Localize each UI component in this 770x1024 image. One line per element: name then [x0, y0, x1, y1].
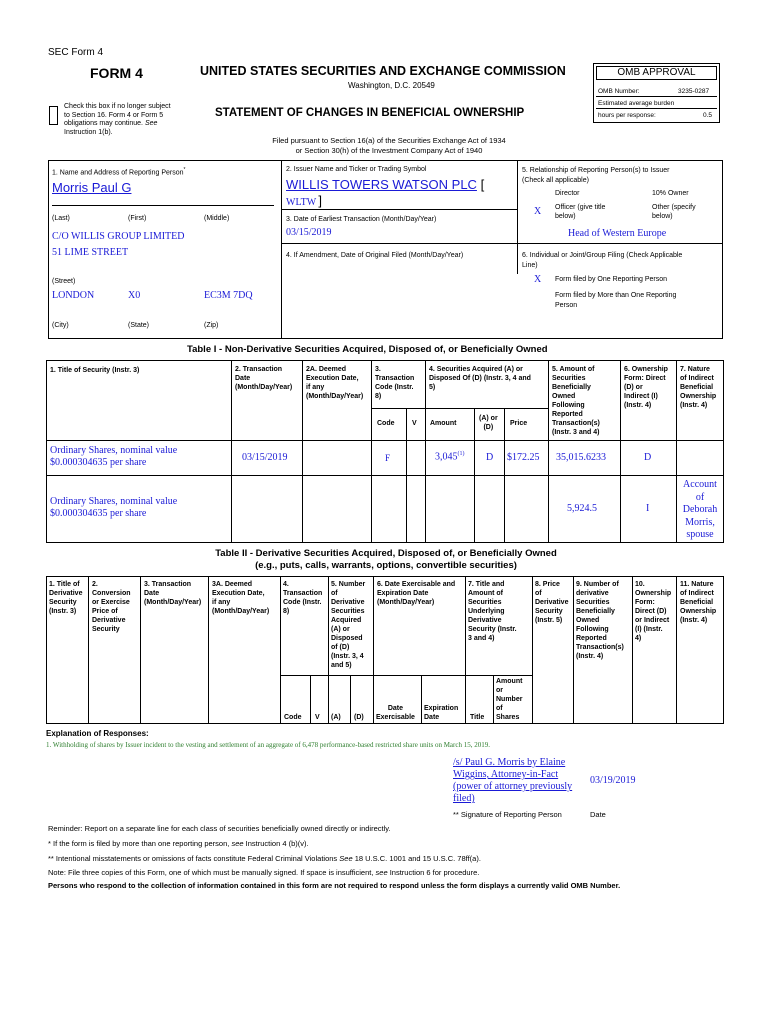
reporting-person-name[interactable]: Morris Paul G: [52, 180, 132, 195]
officer-option[interactable]: Officer (give title below): [555, 204, 606, 220]
reminder: Reminder: Report on a separate line for each class of securities beneficially owned directly or indirectly.: [48, 824, 391, 833]
box4-label: 4. If Amendment, Date of Original Filed (Month/Day/Year): [286, 252, 464, 259]
t2-amount-header: Amount or Number of Shares: [496, 678, 523, 721]
table2-title: Table II - Derivative Securities Acquired, Disposed of, or Beneficially Owned (e.g., puts, calls, warrants, options, convertible securities): [215, 548, 557, 571]
t2-col5-header: 5. Number of Derivative Securities Acquired (A) or Disposed of (D) (Instr. 3, 4 and 5): [331, 581, 366, 669]
t2-a-header: (A): [331, 714, 341, 721]
checkbox-instructions: Check this box if no longer subject to Section 16. Form 4 or Form 5 obligations may continue. See Instruction 1(b).: [64, 103, 171, 136]
officer-mark: X: [534, 206, 542, 217]
t1-code-header: Code: [377, 420, 395, 427]
more-persons-option[interactable]: Form filed by More than One Reporting Person: [555, 292, 677, 309]
t2-d-header: (D): [354, 714, 364, 721]
t1-col1-header: 1. Title of Security (Instr. 3): [50, 367, 140, 374]
signature-label: ** Signature of Reporting Person: [453, 810, 562, 819]
t2-col8-header: 8. Price of Derivative Security (Instr. 5): [535, 581, 569, 624]
t1-row1-aord: D: [486, 452, 494, 463]
commission-title: UNITED STATES SECURITIES AND EXCHANGE COMMISSION: [200, 64, 566, 78]
t2-code-header: Code: [284, 714, 302, 721]
location: Washington, D.C. 20549: [348, 81, 435, 90]
t1-col2a-header: 2A. Deemed Execution Date, if any (Month/Day/Year): [306, 366, 364, 400]
t2-v-header: V: [315, 714, 320, 721]
t2-col7-header: 7. Title and Amount of Securities Underlying Derivative Security (Instr. 3 and 4): [468, 581, 517, 642]
state-label: (State): [128, 322, 150, 329]
explanation-title: Explanation of Responses:: [46, 729, 149, 738]
ticker-row: [286, 193, 322, 208]
t1-row1-code: F: [385, 453, 391, 463]
middle-label: (Middle): [204, 215, 230, 222]
zip: EC3M 7DQ: [204, 290, 253, 301]
officer-title: Head of Western Europe: [568, 228, 667, 239]
city-label: (City): [52, 322, 69, 329]
t1-col7-header: 7. Nature of Indirect Beneficial Ownership (Instr. 4): [680, 366, 717, 409]
box6-label: 6. Individual or Joint/Group Filing (Check Applicable Line): [522, 252, 683, 269]
one-person-option[interactable]: Form filed by One Reporting Person: [555, 276, 668, 283]
omb-number-label: OMB Number:: [598, 88, 640, 95]
other-option[interactable]: Other (specify below): [652, 204, 696, 220]
note-multiple-persons: * If the form is filed by more than one reporting person, see Instruction 4 (b)(v).: [48, 839, 309, 848]
t1-row1-date: 03/15/2019: [242, 452, 288, 463]
table1-title: Table I - Non-Derivative Securities Acquired, Disposed of, or Beneficially Owned: [187, 344, 548, 355]
statement-title: STATEMENT OF CHANGES IN BENEFICIAL OWNERSHIP: [215, 107, 525, 119]
hours-label: hours per response:: [598, 112, 656, 119]
note-copies: Note: File three copies of this Form, one of which must be manually signed. If space is insufficient, see Instruction 6 for procedure.: [48, 868, 480, 877]
omb-number: 3235-0287: [678, 88, 710, 95]
t1-row1-owned: 35,015.6233: [556, 452, 606, 463]
t2-col1-header: 1. Title of Derivative Security (Instr. 3): [49, 581, 83, 615]
t2-col11-header: 11. Nature of Indirect Beneficial Ownership (Instr. 4): [680, 581, 717, 624]
date-label: Date: [590, 810, 606, 819]
t2-title-header: Title: [470, 714, 485, 721]
zip-label: (Zip): [204, 322, 219, 329]
filed-pursuant: Filed pursuant to Section 16(a) of the Securities Exchange Act of 1934 or Section 30(h) of the Investment Company Act of 1940: [272, 136, 506, 155]
t1-col3-header: 3. Transaction Code (Instr. 8): [375, 366, 415, 400]
address-line1: C/O WILLIS GROUP LIMITED: [52, 231, 185, 242]
note-omb: Persons who respond to the collection of information contained in this form are not required to respond unless the form displays a currently valid OMB Number.: [48, 881, 621, 890]
t1-price-header: Price: [510, 420, 528, 427]
no-longer-subject-checkbox[interactable]: [49, 106, 58, 125]
issuer-name-row: [286, 177, 484, 192]
last-label: (Last): [52, 215, 70, 222]
t2-col6-header: 6. Date Exercisable and Expiration Date (Month/Day/Year): [377, 581, 456, 606]
box3-label: 3. Date of Earliest Transaction (Month/Day/Year): [286, 216, 437, 223]
state: X0: [128, 290, 141, 301]
form-title: FORM 4: [90, 65, 143, 81]
t2-expiration-header: Expiration Date: [424, 705, 459, 721]
t1-row2-nature: Account of Deborah Morris, spouse: [682, 479, 718, 540]
hours-value: 0.5: [703, 112, 713, 119]
t1-row2-owned: 5,924.5: [567, 503, 597, 514]
street-label: (Street): [52, 278, 76, 285]
t1-row1-amount: 3,045$^{(1)}$: [435, 451, 465, 463]
box5-label: 5. Relationship of Reporting Person(s) to Issuer (Check all applicable): [522, 167, 670, 184]
address-line2: 51 LIME STREET: [52, 247, 129, 258]
t1-amount-header: Amount: [430, 420, 457, 427]
ticker[interactable]: WLTW: [286, 197, 317, 208]
issuer-name[interactable]: WILLIS TOWERS WATSON PLC: [286, 177, 477, 192]
t2-col2-header: 2. Conversion or Exercise Price of Derivative Security: [92, 581, 131, 633]
ten-pct-owner-option[interactable]: 10% Owner: [652, 190, 689, 197]
t2-col10-header: 10. Ownership Form: Direct (D) or Indirect (I) (Instr. 4): [635, 581, 672, 642]
table-row: Ordinary Shares, nominal value $0.000304635 per share: [50, 445, 178, 468]
t1-col4-header: 4. Securities Acquired (A) or Disposed Of (D) (Instr. 3, 4 and 5): [429, 366, 531, 391]
t1-row1-price: $172.25: [507, 452, 540, 463]
t1-row1-form: D: [644, 452, 652, 463]
signature-date: 03/19/2019: [590, 775, 636, 786]
city: LONDON: [52, 290, 95, 301]
t1-aord-header: (A) or (D): [479, 415, 498, 431]
explanation-1: 1. Withholding of shares by Issuer incident to the vesting and settlement of an aggregate of 6,478 performance-based restricted share units on March 15, 2019.: [46, 741, 490, 749]
t2-col9-header: 9. Number of derivative Securities Beneficially Owned Following Reported Transaction(s) (Instr. 4): [576, 581, 624, 660]
box1-label: 1. Name and Address of Reporting Person*: [52, 167, 186, 177]
t2-col4-header: 4. Transaction Code (Instr. 8): [283, 581, 323, 615]
table-row: Ordinary Shares, nominal value $0.000304635 per share: [50, 496, 178, 519]
box2-label: 2. Issuer Name and Ticker or Trading Symbol: [286, 166, 427, 173]
t1-col5-header: 5. Amount of Securities Beneficially Owned Following Reported Transaction(s) (Instr. 3 and 4): [552, 366, 600, 436]
t2-col3a-header: 3A. Deemed Execution Date, if any (Month/Day/Year): [212, 581, 270, 615]
t1-v-header: V: [412, 420, 417, 427]
ticker-bracket-close: ]: [318, 193, 323, 208]
first-label: (First): [128, 215, 147, 222]
t1-col2-header: 2. Transaction Date (Month/Day/Year): [235, 366, 293, 391]
t2-date-exercisable-header: Date Exercisable: [376, 705, 415, 721]
ticker-bracket-open: [: [480, 177, 485, 192]
t1-col6-header: 6. Ownership Form: Direct (D) or Indirect (I) (Instr. 4): [624, 366, 668, 409]
earliest-transaction-date: 03/15/2019: [286, 227, 332, 238]
burden-label: Estimated average burden: [598, 100, 675, 107]
one-person-mark: X: [534, 274, 542, 285]
t2-col3-header: 3. Transaction Date (Month/Day/Year): [144, 581, 202, 606]
note-misstatements: ** Intentional misstatements or omissions of facts constitute Federal Criminal Violations See 18 U.S.C. 1001 and 15 U.S.C. 78ff(a).: [48, 854, 481, 863]
signature[interactable]: /s/ Paul G. Morris by Elaine Wiggins, Attorney-in-Fact (power of attorney previously filed): [453, 757, 573, 804]
director-option[interactable]: Director: [555, 190, 580, 197]
sec-form-label: SEC Form 4: [48, 47, 104, 58]
omb-title: OMB APPROVAL: [596, 66, 717, 80]
t1-row2-form: I: [646, 503, 650, 514]
